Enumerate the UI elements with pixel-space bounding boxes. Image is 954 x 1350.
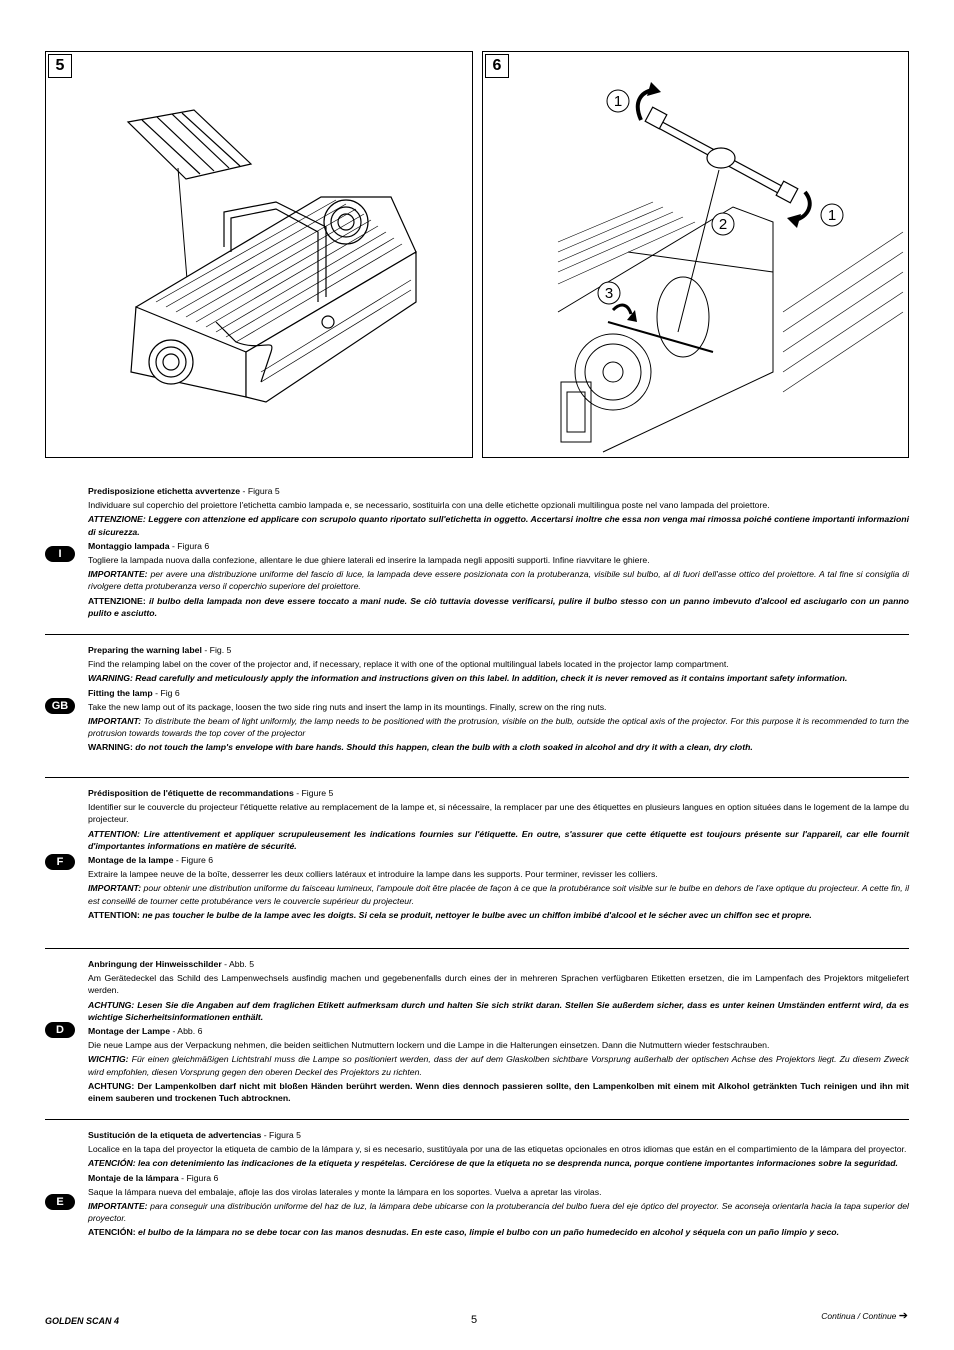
footer-product-name: GOLDEN SCAN 4 [45,1316,120,1326]
paragraph-lamp-it: Togliere la lampada nuova dalla confezione, allentare le due ghiere laterali ed inserire la lampada negli appositi supporti. Infine riavvitare le ghiere. [88,555,650,566]
heading-lamp-fitting-de: Montage der Lampe [88,1026,171,1037]
paragraph-lamp-es: Saque la lámpara nueva del embalaje, afloje las dos virolas laterales y monte la lámpara en los soportes. Vuelva a apretar las virolas. [88,1186,602,1197]
callout-1-right: 1 [827,207,837,224]
language-badge-f: F [45,854,75,870]
heading-lamp-fitting-it: Montaggio lampada [88,540,170,551]
warning-bulb-label-es: ATENCIÓN: [88,1227,136,1238]
section-german [45,948,909,1119]
heading-ref-fig6-it: - Figura 6 [169,540,210,551]
warning-label-es: ATENCIÓN: lea con detenimiento las indicaciones de la etiqueta y respételas. Cerciórese de que la etiqueta no se desprenda nunca, porque contiene importantes informaciones sobre la seguridad. [88,1158,898,1169]
heading-label-warning-it: Predisposizione etichetta avvertenze [88,486,241,496]
warning-label-fr: ATTENTION: Lire attentivement et appliquer scrupuleusement les indications fournies sur l'étiquette. En outre, s'assurer que cette étiquette est toujours présente sur l'appareil, car elle fournit d'importantes informations en matière de sécurité. [88,828,909,851]
important-label-en: IMPORTANT: [88,716,142,727]
section-french [45,777,909,948]
heading-ref-fig5-en: - Fig. 5 [201,645,232,655]
figure-6 [482,51,909,458]
heading-ref-fig6-en: - Fig 6 [152,687,180,698]
figure-5 [45,51,473,458]
heading-ref-fig5-es: - Figura 5 [261,1130,301,1140]
warning-bulb-text-fr: ne pas toucher le bulbe de la lampe avec les doigts. Si cela se produit, nettoyer le bulbe avec un chiffon imbibé d'alcool et le sécher avec un chiffon sec et propre. [139,909,812,920]
language-badge-gb: GB [45,698,75,714]
important-text-fr: pour obtenir une distribution uniforme du faisceau lumineux, l'ampoule doit être placée de façon à ce que la protubérance soit visible sur le bulbe en dehors de l'axe optique du projecteur. A cette fin, il est conseillé de tourner cette protubérance vers le couvercle supérieur du projecteur. [88,883,909,906]
callout-3: 3 [604,285,614,302]
section-italian [45,474,909,634]
callout-1-top: 1 [613,93,623,110]
callout-2: 2 [718,216,728,233]
paragraph-label-fr: Identifier sur le couvercle du projecteur l'étiquette relative au remplacement de la lampe et, si nécessaire, la remplacer par une des étiquettes en plusieurs langues en option situées dans le logement de la lampe du projecteur. [88,802,909,825]
paragraph-lamp-en: Take the new lamp out of its package, loosen the two side ring nuts and insert the lamp in its mountings. Finally, screw on the ring nuts. [88,701,607,712]
paragraph-label-it: Individuare sul coperchio del proiettore l'etichetta cambio lampada e, se necessario, sostituirla con una delle etichette opzionali multilingua poste nel vano lampada del proiettore. [88,500,770,511]
paragraph-label-es: Localice en la tapa del proyector la etiqueta de cambio de la lámpara y, si es necesario, sustitúyala por una de las etiquetas opcionales en otros idiomas que están en el compartimiento de la lámpara del proyector. [88,1144,907,1155]
heading-lamp-fitting-fr: Montage de la lampe [88,855,174,866]
warning-bulb-text-es: el bulbo de la lámpara no se debe tocar con las manos desnudas. En este caso, limpie el bulbo con un paño humedecido en alcohol y séquela con un paño limpio y seco. [135,1227,839,1238]
important-text-it: per avere una distribuzione uniforme del fascio di luce, la lampada deve essere posizionata con la protuberanza, visibile sul bulbo, al di fuori dell'asse ottico del proiettore. A tal fine si consiglia di rivolgere detta protuberanza verso il coperchio superiore del proiettore. [88,569,909,592]
warning-bulb-label-en: WARNING: [88,742,133,753]
heading-label-warning-de: Anbringung der Hinweisschilder [88,959,222,969]
arrow-right-icon: ➔ [898,1310,908,1322]
heading-ref-fig5-it: - Figura 5 [240,486,280,496]
warning-label-it: ATTENZIONE: Leggere con attenzione ed applicare con scrupolo quanto riportato sull'etichetta in oggetto. Accertarsi inoltre che essa non venga mai rimossa poiché contiene importanti informazioni di sicurezza. [88,514,909,537]
footer-continue [821,1309,908,1322]
heading-lamp-fitting-en: Fitting the lamp [88,687,153,698]
heading-label-warning-en: Preparing the warning label [88,645,202,655]
warning-bulb-label-fr: ATTENTION: [88,909,140,920]
heading-lamp-fitting-es: Montaje de la lámpara [88,1172,179,1183]
important-text-en: To distribute the beam of light uniformly, the lamp needs to be positioned with the protrusion, visible on the bulb, outside the optical axis of the projector. For this purpose it is recommended to turn the protrusion towards towards the top cover of the projector [88,716,909,739]
heading-ref-fig5-de: - Abb. 5 [221,959,255,969]
figure-5-illustration [46,52,472,457]
language-badge-i: I [45,546,75,562]
warning-label-de: ACHTUNG: Lesen Sie die Angaben auf dem fraglichen Etikett aufmerksam durch und halten Sie sich strikt daran. Stellen Sie außerdem sicher, dass es unter keinen Umständen entfernt wird, da es wichtige Sicherheitsinformationen enthält. [88,999,909,1022]
lamp-drawing [645,107,798,203]
heading-ref-fig6-de: - Abb. 6 [170,1026,203,1037]
footer-continue-text: Continua / Continue [821,1311,897,1321]
paragraph-label-de: Am Gerätedeckel das Schild des Lampenwechsels ausfindig machen und gegebenenfalls durch eines der in mehreren Sprachen verfügbaren Etiketten ersetzen, die im Lampenfach des Projektors mitgeliefert werden. [88,973,909,996]
heading-ref-fig6-fr: - Figure 6 [173,855,214,866]
paragraph-lamp-de: Die neue Lampe aus der Verpackung nehmen, die beiden seitlichen Nutmuttern lockern und die Lampe in die Halterungen einsetzen. Dann die Nutmuttern wieder festschrauben. [88,1040,770,1051]
paragraph-lamp-fr: Extraire la lampee neuve de la boîte, desserrer les deux colliers latéraux et introduire la lampe dans les supports. Pour terminer, revisser les colliers. [88,869,658,880]
important-label-de: WICHTIG: [88,1054,129,1065]
footer-page-number: 5 [471,1314,478,1326]
section-spanish [45,1119,909,1290]
figure-6-number: 6 [485,54,509,78]
important-label-it: IMPORTANTE: [88,569,148,580]
warning-label-en: WARNING: Read carefully and meticulously apply the information and instructions given on this label. In addition, check it is never removed as it contains important safety information. [88,673,848,684]
warning-bulb-label-it: ATTENZIONE: [88,595,146,606]
warning-bulb-text-de: ACHTUNG: Der Lampenkolben darf nicht mit bloßen Händen berührt werden. Wenn dies dennoch passieren sollte, den Lampenkolben mit einem mit Alkohol getränkten Tuch reinigen und ihn mit einem sauberen und trockenen Tuch abtrocknen. [88,1080,909,1104]
heading-label-warning-fr: Prédisposition de l'étiquette de recommandations [88,788,294,798]
lamp-compartment-drawing [558,202,903,452]
figure-5-number: 5 [48,54,72,78]
important-label-es: IMPORTANTE: [88,1201,148,1212]
important-text-es: para conseguir una distribución uniforme del haz de luz, la lámpara debe ubicarse con la protuberancia del bulbo fuera del eje óptico del proyector. Se aconseja orientarla hacia la tapa superior del proyector. [88,1201,909,1224]
important-label-fr: IMPORTANT: [88,883,142,894]
language-badge-e: E [45,1194,75,1210]
label-sheet-drawing [128,110,251,179]
warning-bulb-text-en: do not touch the lamp's envelope with bare hands. Should this happen, clean the bulb with a cloth soaked in alcohol and dry it with a clean, dry cloth. [132,742,753,753]
important-text-de: Für einen gleichmäßigen Lichtstrahl muss die Lampe so positioniert werden, dass der auf dem Glaskolben sichtbare Vorsprung außerhalb der optischen Achse des Projektors liegt. Zu diesem Zweck wird empfohlen, diesen Vorsprung gegen den oberen Deckel des Projektors zu richten. [88,1054,909,1077]
warning-bulb-text-it: il bulbo della lampada non deve essere toccato a mani nude. Se ciò tuttavia dovesse verificarsi, pulire il bulbo stesso con un panno imbevuto d'alcool ed asciugarlo con un panno pulito e asciutto. [88,595,909,618]
heading-ref-fig6-es: - Figura 6 [178,1172,219,1183]
section-english [45,634,909,777]
paragraph-label-en: Find the relamping label on the cover of the projector and, if necessary, replace it with one of the optional multilingual labels located in the projector lamp compartment. [88,659,729,670]
language-badge-d: D [45,1022,75,1038]
heading-ref-fig5-fr: - Figure 5 [293,788,334,798]
figure-6-illustration [483,52,908,457]
projector-drawing [131,197,416,402]
heading-label-warning-es: Sustitución de la etiqueta de advertencias [88,1130,262,1140]
